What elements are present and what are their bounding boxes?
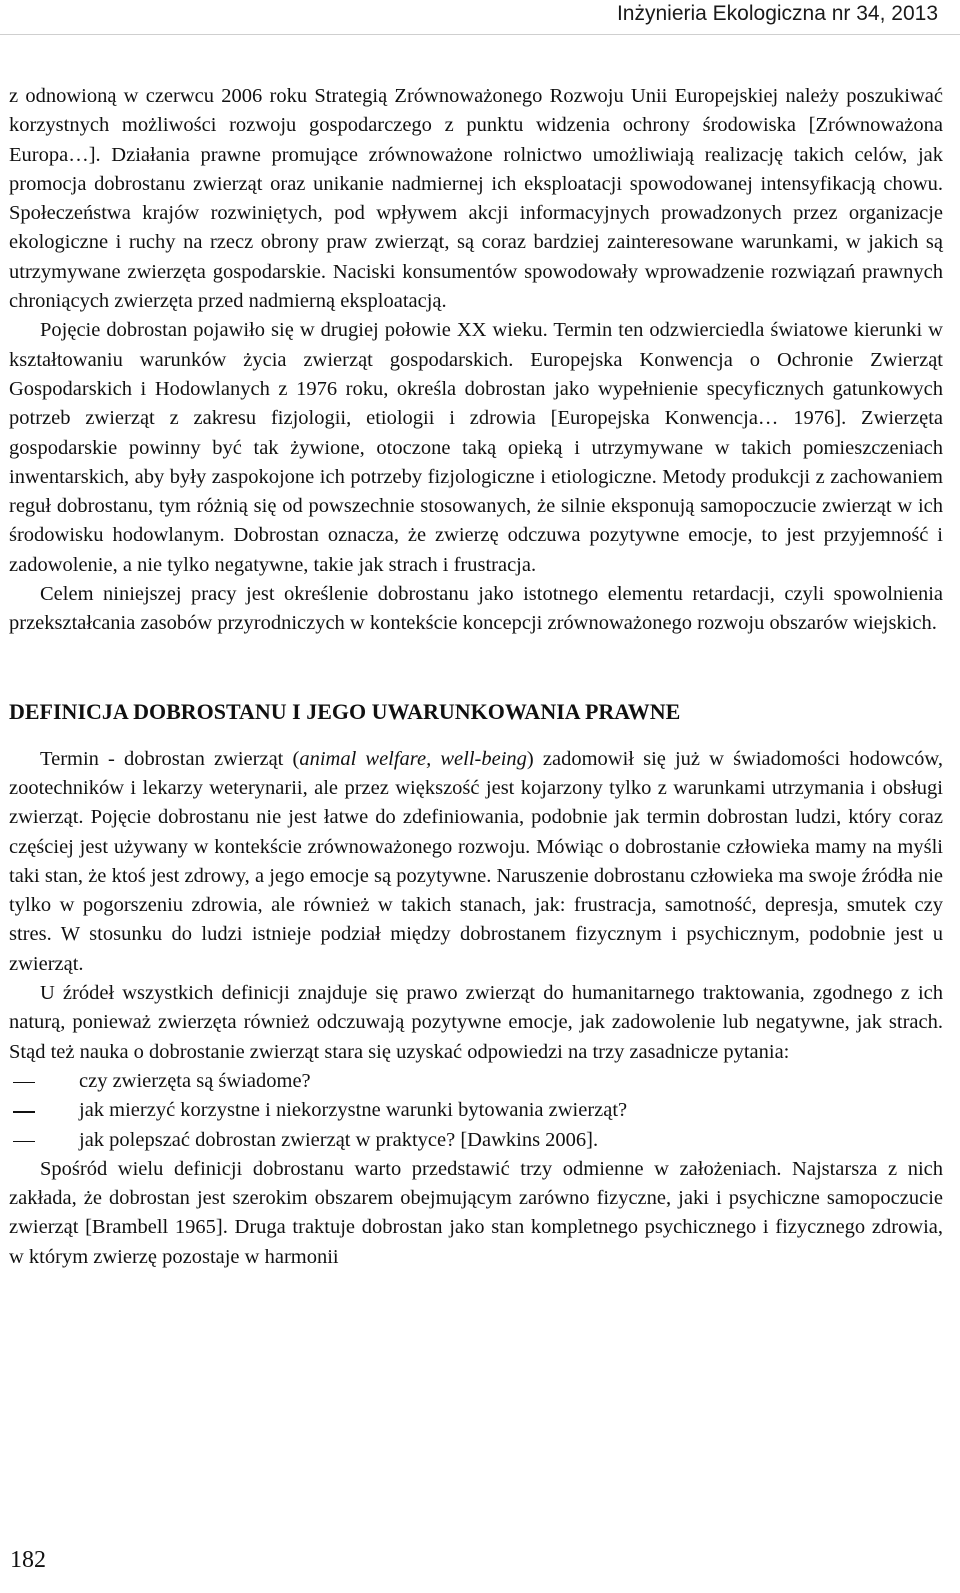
- list-item-text: jak polepszać dobrostan zwierząt w praktyce? [Dawkins 2006].: [79, 1128, 599, 1151]
- section-paragraph-1: [9, 745, 943, 979]
- questions-list: [9, 1067, 943, 1155]
- list-item-text: jak mierzyć korzystne i niekorzystne warunki bytowania zwierząt?: [79, 1099, 628, 1122]
- paragraph-intro-1: z odnowioną w czerwcu 2006 roku Strategią Zrównoważonego Rozwoju Unii Europejskiej należy poszukiwać korzystnych możliwości rozwoju gospodarczego z punktu widzenia ochrony środowiska [Zrównoważona Europa…]. Działania prawne promujące zrównoważone rolnictwo umożliwiają realizację takich celów, jak promocja dobrostanu zwierząt oraz unikanie nadmiernej ich eksploatacji spowodowanej intensyfikacją chowu. Społeczeństwa krajów rozwiniętych, pod wpływem akcji informacyjnych prowadzonych przez organizacje ekologiczne i ruchy na rzecz obrony praw zwierząt, są coraz bardziej zainteresowane warunkami, w jakich są utrzymywane zwierzęta gospodarskie. Naciski konsumentów spowodowały wprowadzenie rozwiązań prawnych chroniących zwierzęta przed nadmierną eksploatacją.: [9, 85, 943, 313]
- dash-bullet-icon: [13, 1082, 35, 1084]
- header-divider: [0, 34, 960, 35]
- section-paragraph-2: U źródeł wszystkich definicji znajduje się prawo zwierząt do humanitarnego traktowania, zgodnego z ich naturą, ponieważ zwierzęta również odczuwają pozytywne emocje, jak zadowolenie lub negatywne, jak strach. Stąd też nauka o dobrostanie zwierząt stara się uzyskać odpowiedzi na trzy zasadnicze pytania:: [9, 982, 943, 1063]
- list-item: [9, 1126, 943, 1155]
- section-paragraph-1-italic-term: animal welfare, well-being: [299, 747, 527, 770]
- dash-bullet-icon: [13, 1111, 35, 1113]
- section-heading: DEFINICJA DOBROSTANU I JEGO UWARUNKOWANIA PRAWNE: [9, 698, 681, 724]
- section-paragraph-1-rest: ) zadomowił się już w świadomości hodowców, zootechników i lekarzy weterynarii, ale przez większość jest kojarzony tylko z warunkami utrzymania i obsługi zwierząt. Pojęcie dobrostanu nie jest łatwe do zdefiniowania, podobnie jak termin dobrostan ludzi, który coraz częściej jest używany w kontekście zrównoważonego rozwoju. Mówiąc o dobrostanie człowieka mamy na myśli taki stan, że ktoś jest zdrowy, a jego emocje są pozytywne. Naruszenie dobrostanu człowieka ma swoje źródła nie tylko w pogorszeniu zdrowia, ale również w takich stanach, jak: frustracja, samotność, depresja, smutek czy stres. W stosunku do ludzi istnieje podział między dobrostanem fizycznym i psychicznym, podobnie jest u zwierząt.: [9, 747, 943, 975]
- paragraph-intro-3: Celem niniejszej pracy jest określenie dobrostanu jako istotnego elementu retardacji, czyli spowolnienia przekształcania zasobów przyrodniczych w kontekście koncepcji zrównoważonego rozwoju obszarów wiejskich.: [9, 583, 943, 635]
- paragraph-intro-2: Pojęcie dobrostan pojawiło się w drugiej połowie XX wieku. Termin ten odzwierciedla światowe kierunki w kształtowaniu warunków życia zwierząt gospodarskich. Europejska Konwencja o Ochronie Zwierząt Gospodarskich i Hodowlanych z 1976 roku, określa dobrostan jako wypełnienie specyficznych gatunkowych potrzeb zwierząt z zakresu fizjologii, etiologii i zdrowia [Europejska Konwencja… 1976]. Zwierzęta gospodarskie powinny być tak żywione, otoczone taką opieką i utrzymywane w takich pomieszczeniach inwentarskich, aby były zaspokojone ich potrzeby fizjologiczne i etiologiczne. Metody produkcji z zachowaniem reguł dobrostanu, tym różnią się od powszechnie stosowanych, że silnie eksponują samopoczucie zwierząt w ich środowisku hodowlanym. Dobrostan oznacza, że zwierzę odczuwa pozytywne emocje, to jest przyjemność i zadowolenie, a nie tylko negatywne, takie jak strach i frustracja.: [9, 319, 943, 576]
- dash-bullet-icon: [13, 1141, 35, 1143]
- section-paragraph-1-start: Termin - dobrostan zwierząt (: [40, 747, 300, 770]
- article-body: [9, 82, 943, 1272]
- journal-running-header: Inżynieria Ekologiczna nr 34, 2013: [616, 2, 938, 25]
- section-paragraph-3: Spośród wielu definicji dobrostanu warto przedstawić trzy odmienne w założeniach. Najstarsza z nich zakłada, że dobrostan jest szerokim obszarem obejmującym zarówno fizyczne, jaki i psychiczne samopoczucie zwierząt [Brambell 1965]. Druga traktuje dobrostan jako stan kompletnego psychicznego i fizycznego zdrowia, w którym zwierzę pozostaje w harmonii: [9, 1157, 943, 1268]
- list-item: [9, 1067, 943, 1096]
- list-item: [9, 1096, 943, 1125]
- page-number: 182: [10, 1547, 46, 1573]
- list-item-text: czy zwierzęta są świadome?: [79, 1069, 311, 1092]
